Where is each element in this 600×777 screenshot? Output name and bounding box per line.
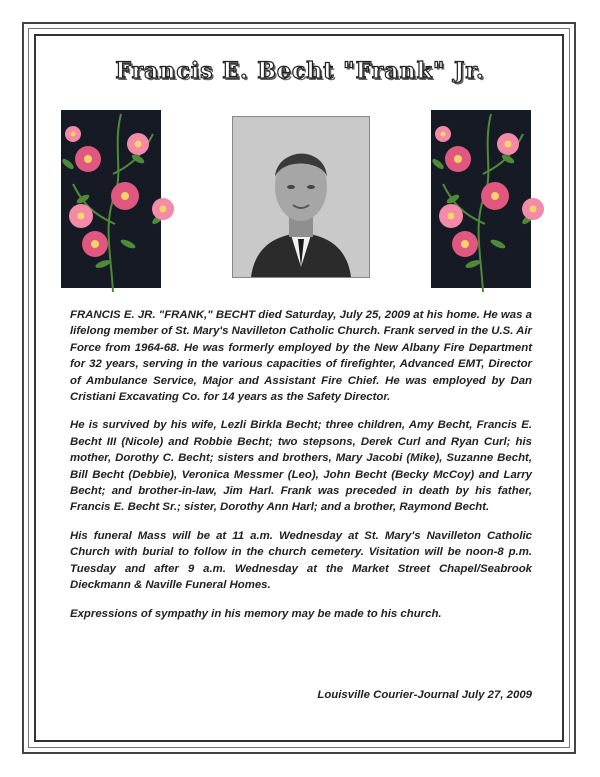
source-credit: Louisville Courier-Journal July 27, 2009 <box>317 689 532 701</box>
paragraph-sympathy: Expressions of sympathy in his memory may be made to his church. <box>70 607 442 620</box>
obituary-text <box>70 307 532 634</box>
page-title: Francis E. Becht "Frank" Jr. <box>115 58 485 84</box>
paragraph-services: His funeral Mass will be at 11 a.m. Wednesday at St. Mary's Navilleton Catholic Church with burial to follow in the church cemetery. Visitation will be noon-8 p.m. Tuesday and after 9 a.m. Wednesday at the Market Street Chapel/Seabrook Dieckmann & Naville Funeral Homes. <box>70 529 532 592</box>
portrait-silhouette <box>233 117 369 277</box>
paragraph-survivors: He is survived by his wife, Lezli Birkla Becht; three children, Amy Becht, Francis E. Becht III (Nicole) and Robbie Becht; two stepsons, Derek Curl and Ryan Curl; his mother, Dorothy C. Becht; sisters and brothers, Mary Jacobi (Mike), Suzanne Becht, Bill Becht (Debbie), Veronica Messmer (Leo), John Becht (Becky McCoy) and Larry Becht; and brother-in-law, Jim Harl. Frank was preceded in death by his father, Francis E. Becht Sr.; sister, Dorothy Ann Harl; and a brother, Raymond Becht. <box>70 419 532 514</box>
flower-decoration-right <box>431 110 531 288</box>
flower-decoration-left <box>61 110 161 288</box>
pink-flowers-icon <box>413 104 553 294</box>
portrait-photo <box>232 116 370 278</box>
pink-flowers-icon <box>43 104 183 294</box>
paragraph-death: FRANCIS E. JR. "FRANK," BECHT died Saturday, July 25, 2009 at his home. He was a lifelong member of St. Mary's Navilleton Catholic Church. Frank served in the U.S. Air Force from 1964-68. He was formerly employed by the New Albany Fire Department for 32 years, serving in the various capacities of firefighter, Advanced EMT, Director of Ambulance Service, Major and Assistant Fire Chief. He was employed by Dan Cristiani Excavating Co. for 14 years as the Safety Director. <box>70 309 532 404</box>
